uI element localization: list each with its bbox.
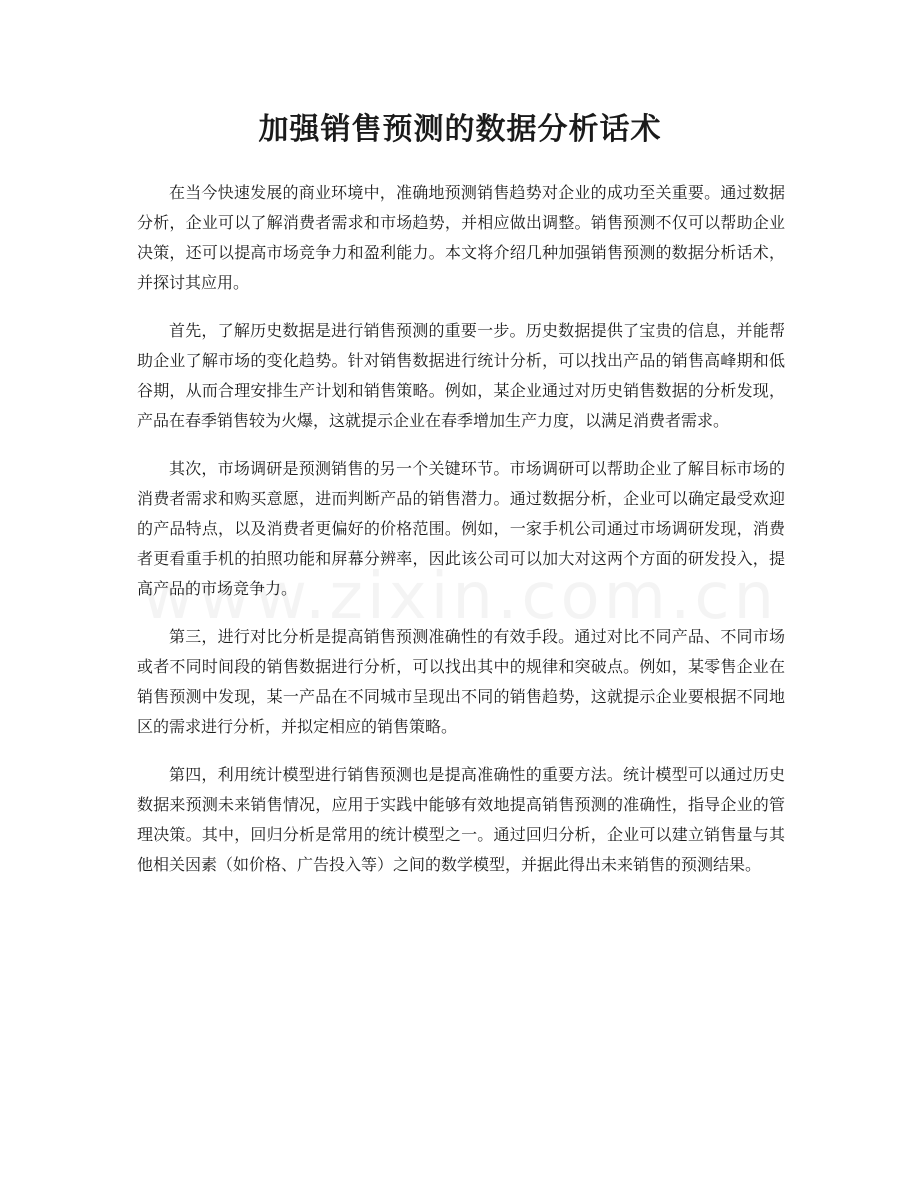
- document-body: [137, 178, 785, 898]
- paragraph-market-research: 其次，市场调研是预测销售的另一个关键环节。市场调研可以帮助企业了解目标市场的消费者需求和购买意愿，进而判断产品的销售潜力。通过数据分析，企业可以确定最受欢迎的产品特点，以及消费者更偏好的价格范围。例如，一家手机公司通过市场调研发现，消费者更看重手机的拍照功能和屏幕分辨率，因此该公司可以加大对这两个方面的研发投入，提高产品的市场竞争力。: [137, 459, 785, 598]
- paragraph-historical-data: 首先，了解历史数据是进行销售预测的重要一步。历史数据提供了宝贵的信息，并能帮助企业了解市场的变化趋势。针对销售数据进行统计分析，可以找出产品的销售高峰期和低谷期，从而合理安排生产计划和销售策略。例如，某企业通过对历史销售数据的分析发现，产品在春季销售较为火爆，这就提示企业在春季增加生产力度，以满足消费者需求。: [137, 321, 785, 430]
- paragraph-comparative-analysis: 第三，进行对比分析是提高销售预测准确性的有效手段。通过对比不同产品、不同市场或者不同时间段的销售数据进行分析，可以找出其中的规律和突破点。例如，某零售企业在销售预测中发现，某一产品在不同城市呈现出不同的销售趋势，这就提示企业要根据不同地区的需求进行分析，并拟定相应的销售策略。: [137, 627, 785, 736]
- paragraph-statistical-models: 第四，利用统计模型进行销售预测也是提高准确性的重要方法。统计模型可以通过历史数据来预测未来销售情况，应用于实践中能够有效地提高销售预测的准确性，指导企业的管理决策。其中，回归分析是常用的统计模型之一。通过回归分析，企业可以建立销售量与其他相关因素（如价格、广告投入等）之间的数学模型，并据此得出未来销售的预测结果。: [137, 765, 785, 874]
- document-title: 加强销售预测的数据分析话术: [258, 112, 662, 147]
- paragraph-intro: 在当今快速发展的商业环境中，准确地预测销售趋势对企业的成功至关重要。通过数据分析，企业可以了解消费者需求和市场趋势，并相应做出调整。销售预测不仅可以帮助企业决策，还可以提高市场竞争力和盈利能力。本文将介绍几种加强销售预测的数据分析话术，并探讨其应用。: [137, 183, 785, 292]
